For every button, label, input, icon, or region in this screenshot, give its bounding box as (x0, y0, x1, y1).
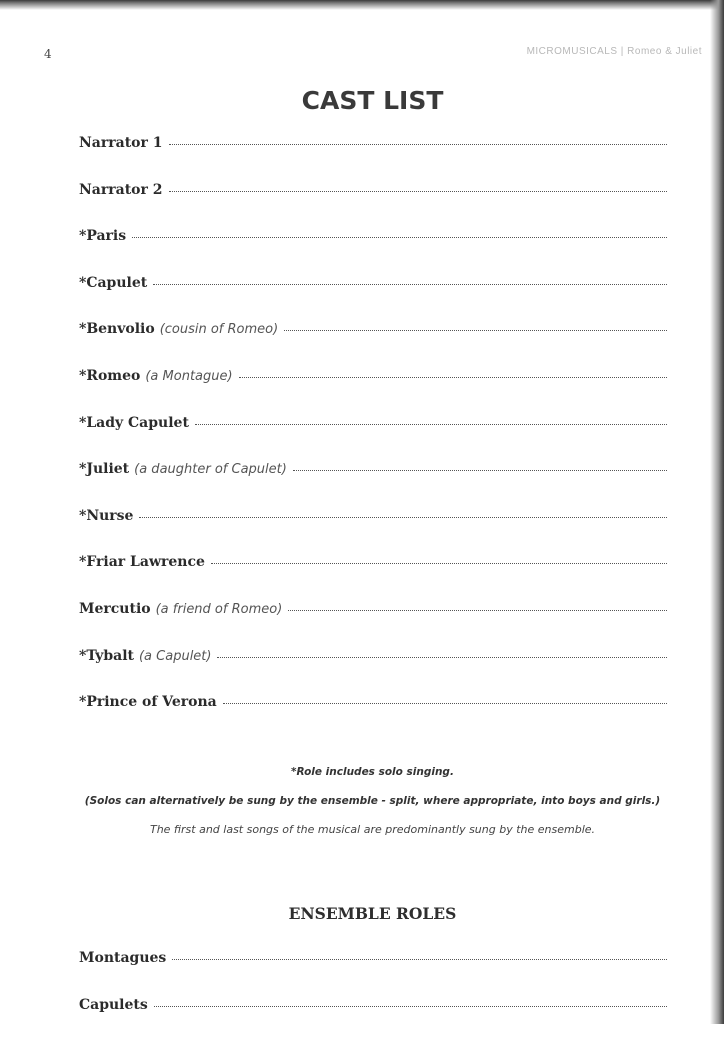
role-name: Narrator 1 (79, 135, 163, 151)
role-name: Narrator 2 (79, 181, 163, 198)
cast-row (79, 601, 667, 648)
page-title: CAST LIST (301, 86, 444, 115)
ensemble-role-name: Montagues (79, 950, 167, 966)
role-name: *Romeo (79, 367, 141, 384)
cast-row (79, 554, 667, 601)
ensemble-list (79, 950, 667, 1043)
alternative-note: (Solos can alternatively be sung by the ensemble - split, where appropriate, into boys and girls.) (84, 795, 661, 807)
role-name: *Tybalt (79, 647, 134, 664)
ensemble-row (79, 997, 667, 1043)
role-name: *Prince of Verona (79, 694, 217, 711)
role-description: (a friend of Romeo) (155, 601, 283, 617)
page-number: 4 (44, 47, 52, 61)
cast-row (79, 368, 667, 415)
cast-notes (60, 766, 685, 836)
running-head: MICROMUSICALS | Romeo & Juliet (526, 46, 702, 57)
solo-note: *Role includes solo singing. (291, 766, 454, 778)
role-name: *Juliet (79, 461, 130, 478)
role-name: *Capulet (79, 274, 148, 291)
cast-row (79, 694, 667, 741)
cast-row (79, 508, 667, 555)
leader-dots (195, 415, 667, 425)
cast-row (79, 135, 667, 182)
role-name: *Friar Lawrence (79, 554, 205, 571)
leader-dots (132, 228, 667, 238)
leader-dots (139, 508, 667, 518)
cast-list (79, 135, 667, 741)
leader-dots (169, 135, 668, 145)
leader-dots (288, 601, 667, 611)
cast-row (79, 228, 667, 275)
role-description: (a Montague) (145, 368, 233, 384)
ensemble-row (79, 950, 667, 997)
leader-dots (172, 950, 667, 960)
role-description: (cousin of Romeo) (159, 322, 279, 338)
leader-dots (169, 182, 668, 192)
leader-dots (293, 461, 667, 471)
leader-dots (153, 275, 667, 285)
leader-dots (154, 997, 667, 1007)
cast-row (79, 182, 667, 229)
leader-dots (211, 554, 667, 564)
role-description: (a daughter of Capulet) (134, 462, 287, 478)
role-name: *Benvolio (79, 321, 155, 338)
cast-row (79, 648, 667, 695)
scan-top-edge (0, 0, 724, 10)
leader-dots (217, 648, 667, 658)
role-description: (a Capulet) (138, 648, 212, 664)
role-name: *Nurse (79, 507, 134, 524)
ensemble-heading: ENSEMBLE ROLES (288, 904, 457, 923)
book-spine-shadow (710, 0, 724, 1024)
role-name: *Paris (79, 228, 127, 245)
leader-dots (223, 694, 667, 704)
cast-row (79, 321, 667, 368)
leader-dots (284, 321, 667, 331)
ensemble-role-name: Capulets (79, 996, 148, 1013)
leader-dots (239, 368, 667, 378)
cast-row (79, 415, 667, 462)
cast-row (79, 461, 667, 508)
ensemble-songs-note: The first and last songs of the musical are predominantly sung by the ensemble. (149, 823, 596, 836)
role-name: *Lady Capulet (79, 414, 189, 431)
role-name: Mercutio (79, 600, 151, 617)
cast-row (79, 275, 667, 322)
